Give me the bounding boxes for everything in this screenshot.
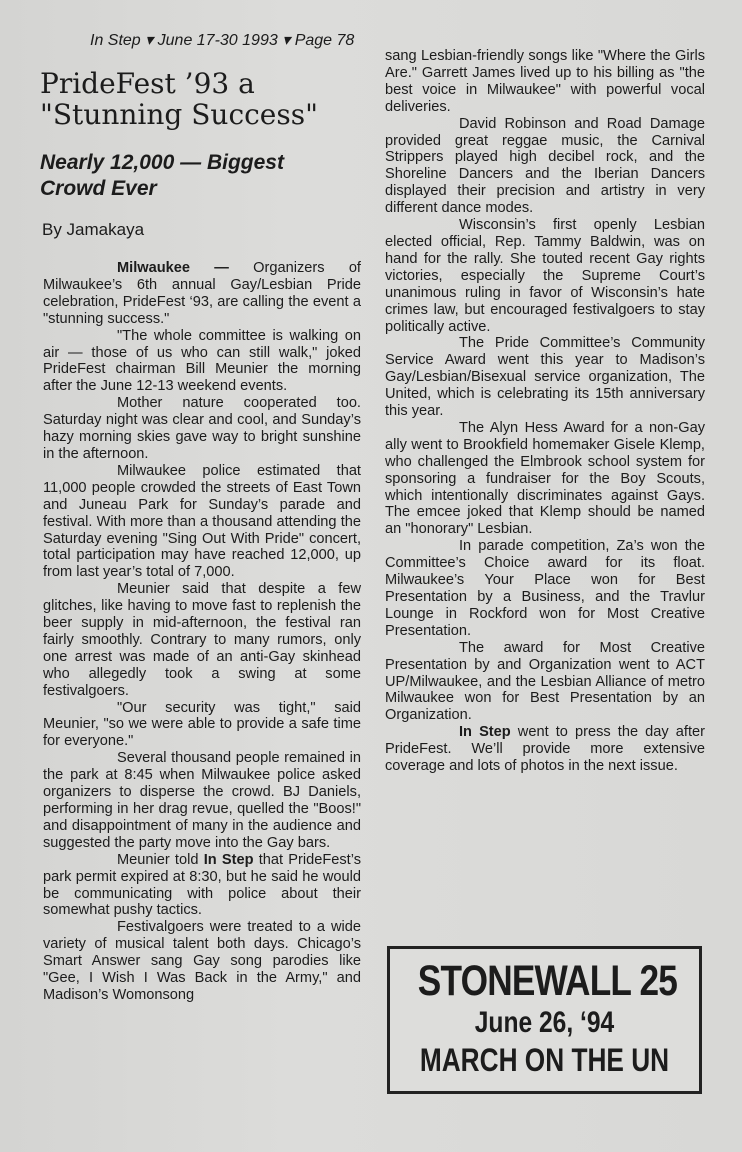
paragraph-text: Meunier told: [117, 851, 204, 868]
paragraph: Wisconsin’s first openly Lesbian elected official, Rep. Tammy Baldwin, was on hand for the rally. She touted recent Gay rights victories, especially the Supreme Court’s unanimous ruling in favor of Wisconsin’s hate crimes law, but encouraged festivalgoers to stay politically active.: [385, 217, 705, 335]
paragraph-text: went to press the day after PrideFest. We’ll provide more extensive coverage and lots of photos in the next issue.: [385, 724, 706, 775]
paragraph: The award for Most Creative Presentation by and Organization went to ACT UP/Milwaukee, and the Lesbian Alliance of metro Milwaukee won for Best Presentation by an Organization.: [385, 639, 705, 724]
publication-mention: In Step: [203, 851, 254, 868]
paragraph: Meunier said that despite a few glitches, like having to move fast to replenish the beer supply in mid-afternoon, the festival ran fairly smoothly. Contrary to many rumors, only one arrest was made of an anti-Gay skinhead who allegedly took a swing at some festivalgoers.: [43, 581, 361, 699]
paragraph: Festivalgoers were treated to a wide variety of musical talent both days. Chicago’s Smart Answer sang Gay song parodies like "Gee, I Wish I Was Back in the Army," and Madison’s Womonsong: [43, 919, 361, 1003]
separator-icon: ▾: [145, 32, 154, 49]
paragraph: David Robinson and Road Damage provided great reggae music, the Carnival Strippers played high decibel rock, and the Shoreline Dancers and the Iberian Dancers displayed their precision and artistry in very different dance modes.: [385, 115, 705, 217]
paragraph: [43, 852, 361, 920]
publication-mention: In Step: [459, 724, 511, 741]
paragraph: [43, 260, 361, 328]
subhead-line-2: Crowd Ever: [40, 177, 157, 200]
dateline: Milwaukee —: [117, 260, 229, 276]
paragraph: "Our security was tight," said Meunier, "so we were able to provide a safe time for everyone.": [43, 699, 361, 750]
paragraph: In parade competition, Za’s won the Committee’s Choice award for its float. Milwaukee’s Your Place won for Best Presentation by a Business, and the Travlur Lounge in Rockford won for Most Creative Presentation.: [385, 538, 705, 639]
paragraph: Mother nature cooperated too. Saturday night was clear and cool, and Sunday’s hazy morning skies gave way to bright sunshine in the afternoon.: [43, 395, 361, 462]
paragraph: Several thousand people remained in the park at 8:45 when Milwaukee police asked organizers to disperse the crowd. BJ Daniels, performing in her drag revue, quelled the "Boos!" and disappointment of many in the audience and suggested the party move into the Gay bars.: [43, 750, 361, 851]
paragraph: [385, 724, 705, 775]
headline-line-1: PrideFest ’93 a: [40, 67, 255, 100]
ad-tagline: MARCH ON THE UN: [419, 1042, 670, 1078]
article-subhead: [40, 150, 370, 202]
publication-name: In Step: [90, 32, 141, 49]
page-number: Page 78: [294, 32, 355, 49]
separator-icon: ▾: [282, 32, 291, 49]
issue-date: June 17-30 1993: [157, 32, 278, 49]
article-column-left: [43, 260, 361, 1004]
paragraph-text: that PrideFest’s park permit expired at 8:30, but he said he would be communicating with police about their somewhat pushy tactics.: [43, 851, 361, 919]
article-headline: [40, 68, 370, 130]
paragraph: The Pride Committee’s Community Service Award went this year to Madison’s Gay/Lesbian/Bisexual service organization, The United, which is celebrating its 15th anniversary this year.: [385, 335, 705, 420]
ad-title: STONEWALL 25: [417, 957, 678, 1005]
paragraph: "The whole committee is walking on air — those of us who can still walk," joked PrideFest chairman Bill Meunier the morning after the June 12-13 weekend events.: [43, 327, 361, 395]
paragraph: sang Lesbian-friendly songs like "Where the Girls Are." Garrett James lived up to his billing as "the best voice in Milwaukee" with powerful vocal deliveries.: [385, 48, 705, 115]
ad-date: June 26, ‘94: [474, 1006, 615, 1039]
headline-line-2: "Stunning Success": [40, 98, 318, 131]
subhead-line-1: Nearly 12,000 — Biggest: [40, 151, 284, 174]
stonewall-advertisement: [387, 946, 702, 1094]
page-header: [90, 30, 354, 50]
article-column-right: [385, 48, 705, 775]
byline: By Jamakaya: [42, 220, 145, 239]
paragraph: The Alyn Hess Award for a non-Gay ally went to Brookfield homemaker Gisele Klemp, who challenged the Elmbrook school system for sponsoring a fundraiser for the Boy Scouts, which intentionally discriminates against Gays. The emcee joked that Klemp should be named an "honorary" Lesbian.: [385, 419, 705, 538]
paragraph: Milwaukee police estimated that 11,000 people crowded the streets of East Town and Juneau Park for Sunday’s parade and festival. With more than a thousand attending the Saturday evening "Sing Out With Pride" concert, total participation may have reached 12,000, up from last year’s total of 7,000.: [43, 462, 361, 581]
paragraph-text: Organizers of Milwaukee’s 6th annual Gay/Lesbian Pride celebration, PrideFest ‘93, are calling the event a "stunning success.": [43, 260, 361, 327]
